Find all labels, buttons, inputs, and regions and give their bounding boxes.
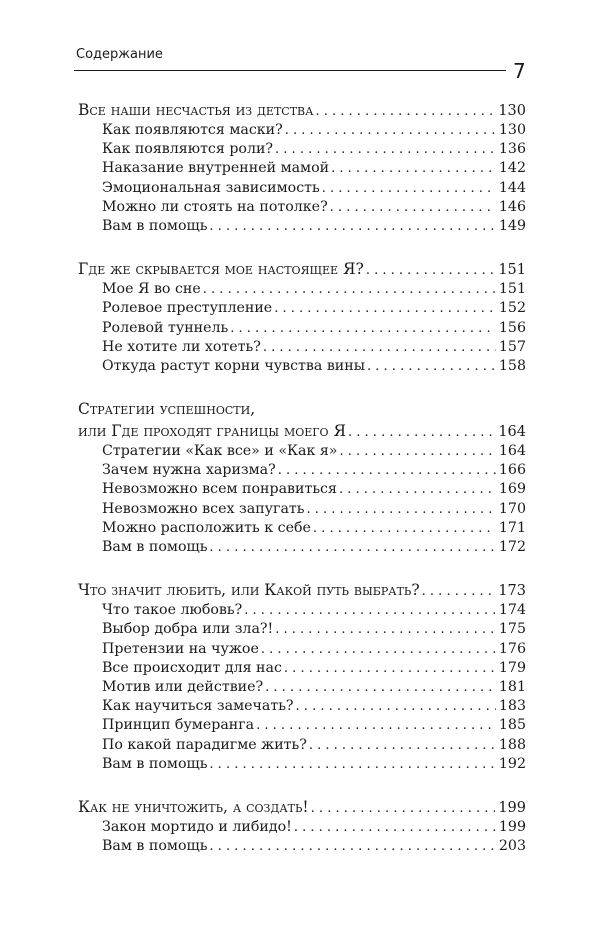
toc-entry-label: Ролевое преступление xyxy=(102,300,273,317)
dot-leader xyxy=(275,140,496,159)
chapter-page-number: 173 xyxy=(498,583,526,600)
toc-entry-page-number: 166 xyxy=(498,462,526,479)
toc-entry-page-number: 164 xyxy=(498,443,526,460)
toc-entry-label: Закон мортидо и либидо! xyxy=(102,818,292,835)
chapter-title-row xyxy=(78,579,526,601)
chapter-title: Что значит любить, или Какой путь выбрать? xyxy=(78,581,420,600)
toc-section xyxy=(78,258,526,376)
toc-entry xyxy=(78,159,526,178)
chapter-title-row xyxy=(78,99,526,121)
toc-entry-page-number: 157 xyxy=(498,338,526,355)
dot-leader xyxy=(203,280,496,299)
toc-entry-label: Все происходит для нас xyxy=(102,659,282,676)
toc-entry-label: Стратегии «Как все» и «Как я» xyxy=(102,443,338,460)
dot-leader xyxy=(209,538,495,557)
toc-entry-label: Как появляются маски? xyxy=(102,122,283,138)
chapter-title: Как не уничтожить, а создать! xyxy=(78,797,309,816)
dot-leader xyxy=(309,736,496,755)
chapter-title: Где же скрывается мое настоящее Я? xyxy=(78,260,364,279)
toc-section xyxy=(78,796,526,856)
dot-leader xyxy=(330,198,496,217)
toc-entry-label: Как научиться замечать? xyxy=(102,698,294,715)
toc-entry-page-number: 144 xyxy=(498,179,526,196)
toc-entry-page-number: 179 xyxy=(498,659,526,676)
dot-leader xyxy=(322,179,496,198)
chapter-title: Стратегии успешности, xyxy=(78,400,256,419)
toc-entry-page-number: 151 xyxy=(498,281,526,298)
toc-entry-page-number: 142 xyxy=(498,160,526,177)
table-of-contents xyxy=(78,99,526,878)
toc-entry xyxy=(78,640,526,659)
toc-entry-label: Можно ли стоять на потолке? xyxy=(102,198,328,215)
toc-entry xyxy=(78,299,526,318)
dot-leader xyxy=(285,121,496,140)
toc-entry-page-number: 136 xyxy=(498,141,526,158)
toc-entry xyxy=(78,217,526,236)
toc-entry-label: Выбор добра или зла?! xyxy=(102,621,274,638)
toc-entry-label: Откуда растут корни чувства вины xyxy=(102,357,366,374)
toc-entry xyxy=(78,837,526,856)
toc-entry xyxy=(78,755,526,774)
toc-entry xyxy=(78,179,526,198)
toc-entry xyxy=(78,659,526,678)
dot-leader xyxy=(306,500,495,519)
dot-leader xyxy=(275,620,496,639)
dot-leader xyxy=(311,798,496,820)
dot-leader xyxy=(230,319,496,338)
toc-entry xyxy=(78,697,526,716)
toc-entry xyxy=(78,319,526,338)
dot-leader xyxy=(367,357,496,376)
toc-entry-page-number: 174 xyxy=(498,602,526,619)
toc-entry xyxy=(78,461,526,480)
dot-leader xyxy=(278,461,496,480)
dot-leader xyxy=(284,659,496,678)
toc-entry-label: Вам в помощь xyxy=(102,838,208,855)
toc-entry-page-number: 130 xyxy=(498,122,526,138)
toc-entry-page-number: 192 xyxy=(498,755,526,772)
dot-leader xyxy=(294,818,496,837)
toc-entry-page-number: 185 xyxy=(498,717,526,734)
dot-leader xyxy=(296,697,496,716)
dot-leader xyxy=(274,299,496,318)
toc-entry xyxy=(78,716,526,735)
dot-leader xyxy=(366,260,495,282)
toc-entry-page-number: 152 xyxy=(498,300,526,317)
toc-entry-label: Мотив или действие? xyxy=(102,678,264,695)
toc-section xyxy=(78,99,526,236)
toc-entry-page-number: 146 xyxy=(498,198,526,215)
dot-leader xyxy=(244,601,496,620)
dot-leader xyxy=(209,837,495,856)
toc-entry-label: Невозможно всем понравиться xyxy=(102,481,337,498)
toc-entry-label: Наказание внутренней мамой xyxy=(102,160,330,177)
dot-leader xyxy=(209,217,495,236)
toc-entry xyxy=(78,357,526,376)
toc-entry-page-number: 170 xyxy=(498,500,526,517)
toc-entry xyxy=(78,338,526,357)
toc-entry xyxy=(78,601,526,620)
toc-entry-page-number: 171 xyxy=(498,519,526,536)
toc-entry-label: Эмоциональная зависимость xyxy=(102,179,320,196)
toc-entry-label: Претензии на чужое xyxy=(102,640,259,657)
toc-entry-label: Вам в помощь xyxy=(102,539,208,555)
toc-entry-label: Вам в помощь xyxy=(102,755,208,772)
toc-entry xyxy=(78,500,526,519)
chapter-page-number: 151 xyxy=(498,262,526,279)
toc-entry-page-number: 203 xyxy=(498,838,526,855)
toc-entry-label: Вам в помощь xyxy=(102,217,208,234)
toc-entry xyxy=(78,538,526,557)
toc-entry-label: Мое Я во сне xyxy=(102,281,201,298)
dot-leader xyxy=(256,716,496,735)
dot-leader xyxy=(339,480,496,499)
running-header-title: Содержание xyxy=(76,47,163,62)
toc-entry-label: Ролевой туннель xyxy=(102,319,229,336)
toc-entry xyxy=(78,678,526,697)
dot-leader xyxy=(313,519,496,538)
toc-section xyxy=(78,398,526,557)
dot-leader xyxy=(422,581,496,603)
dot-leader xyxy=(265,678,496,697)
toc-entry-page-number: 175 xyxy=(498,621,526,638)
toc-entry xyxy=(78,121,526,140)
toc-entry-label: Как появляются роли? xyxy=(102,141,274,158)
toc-entry-page-number: 156 xyxy=(498,319,526,336)
toc-entry xyxy=(78,198,526,217)
toc-entry xyxy=(78,280,526,299)
chapter-title-row xyxy=(78,420,526,442)
toc-entry xyxy=(78,140,526,159)
toc-entry xyxy=(78,442,526,461)
dot-leader xyxy=(339,442,495,461)
chapter-title: Все наши несчастья из детства xyxy=(78,101,314,119)
toc-entry-page-number: 188 xyxy=(498,736,526,753)
chapter-title: или Где проходят границы моего Я xyxy=(78,422,347,441)
toc-entry xyxy=(78,480,526,499)
page-number: 7 xyxy=(513,59,526,83)
toc-entry-label: Невозможно всех запугать xyxy=(102,500,305,517)
toc-entry xyxy=(78,818,526,837)
chapter-page-number: 130 xyxy=(498,103,526,119)
toc-entry-label: По какой парадигме жить? xyxy=(102,736,307,753)
toc-entry-label: Что такое любовь? xyxy=(102,602,243,619)
toc-entry-page-number: 183 xyxy=(498,698,526,715)
toc-entry-page-number: 199 xyxy=(498,818,526,835)
chapter-page-number: 199 xyxy=(498,799,526,816)
header-rule xyxy=(74,70,506,71)
dot-leader xyxy=(263,338,496,357)
dot-leader xyxy=(315,101,495,123)
dot-leader xyxy=(331,159,496,178)
toc-entry xyxy=(78,519,526,538)
chapter-page-number: 164 xyxy=(498,424,526,441)
dot-leader xyxy=(348,422,495,444)
toc-entry-label: Можно расположить к себе xyxy=(102,519,311,536)
toc-entry-page-number: 169 xyxy=(498,481,526,498)
toc-entry-page-number: 158 xyxy=(498,357,526,374)
toc-entry-page-number: 181 xyxy=(498,678,526,695)
toc-entry-page-number: 176 xyxy=(498,640,526,657)
toc-entry-label: Зачем нужна харизма? xyxy=(102,462,276,479)
chapter-title-row xyxy=(78,398,526,420)
chapter-title-row xyxy=(78,796,526,818)
toc-entry-label: Не хотите ли хотеть? xyxy=(102,338,261,355)
dot-leader xyxy=(209,755,495,774)
toc-entry-page-number: 149 xyxy=(498,217,526,234)
toc-section xyxy=(78,579,526,774)
toc-entry-label: Принцип бумеранга xyxy=(102,717,255,734)
toc-entry xyxy=(78,620,526,639)
dot-leader xyxy=(261,640,496,659)
toc-entry-page-number: 172 xyxy=(498,539,526,555)
toc-entry xyxy=(78,736,526,755)
chapter-title-row xyxy=(78,258,526,280)
